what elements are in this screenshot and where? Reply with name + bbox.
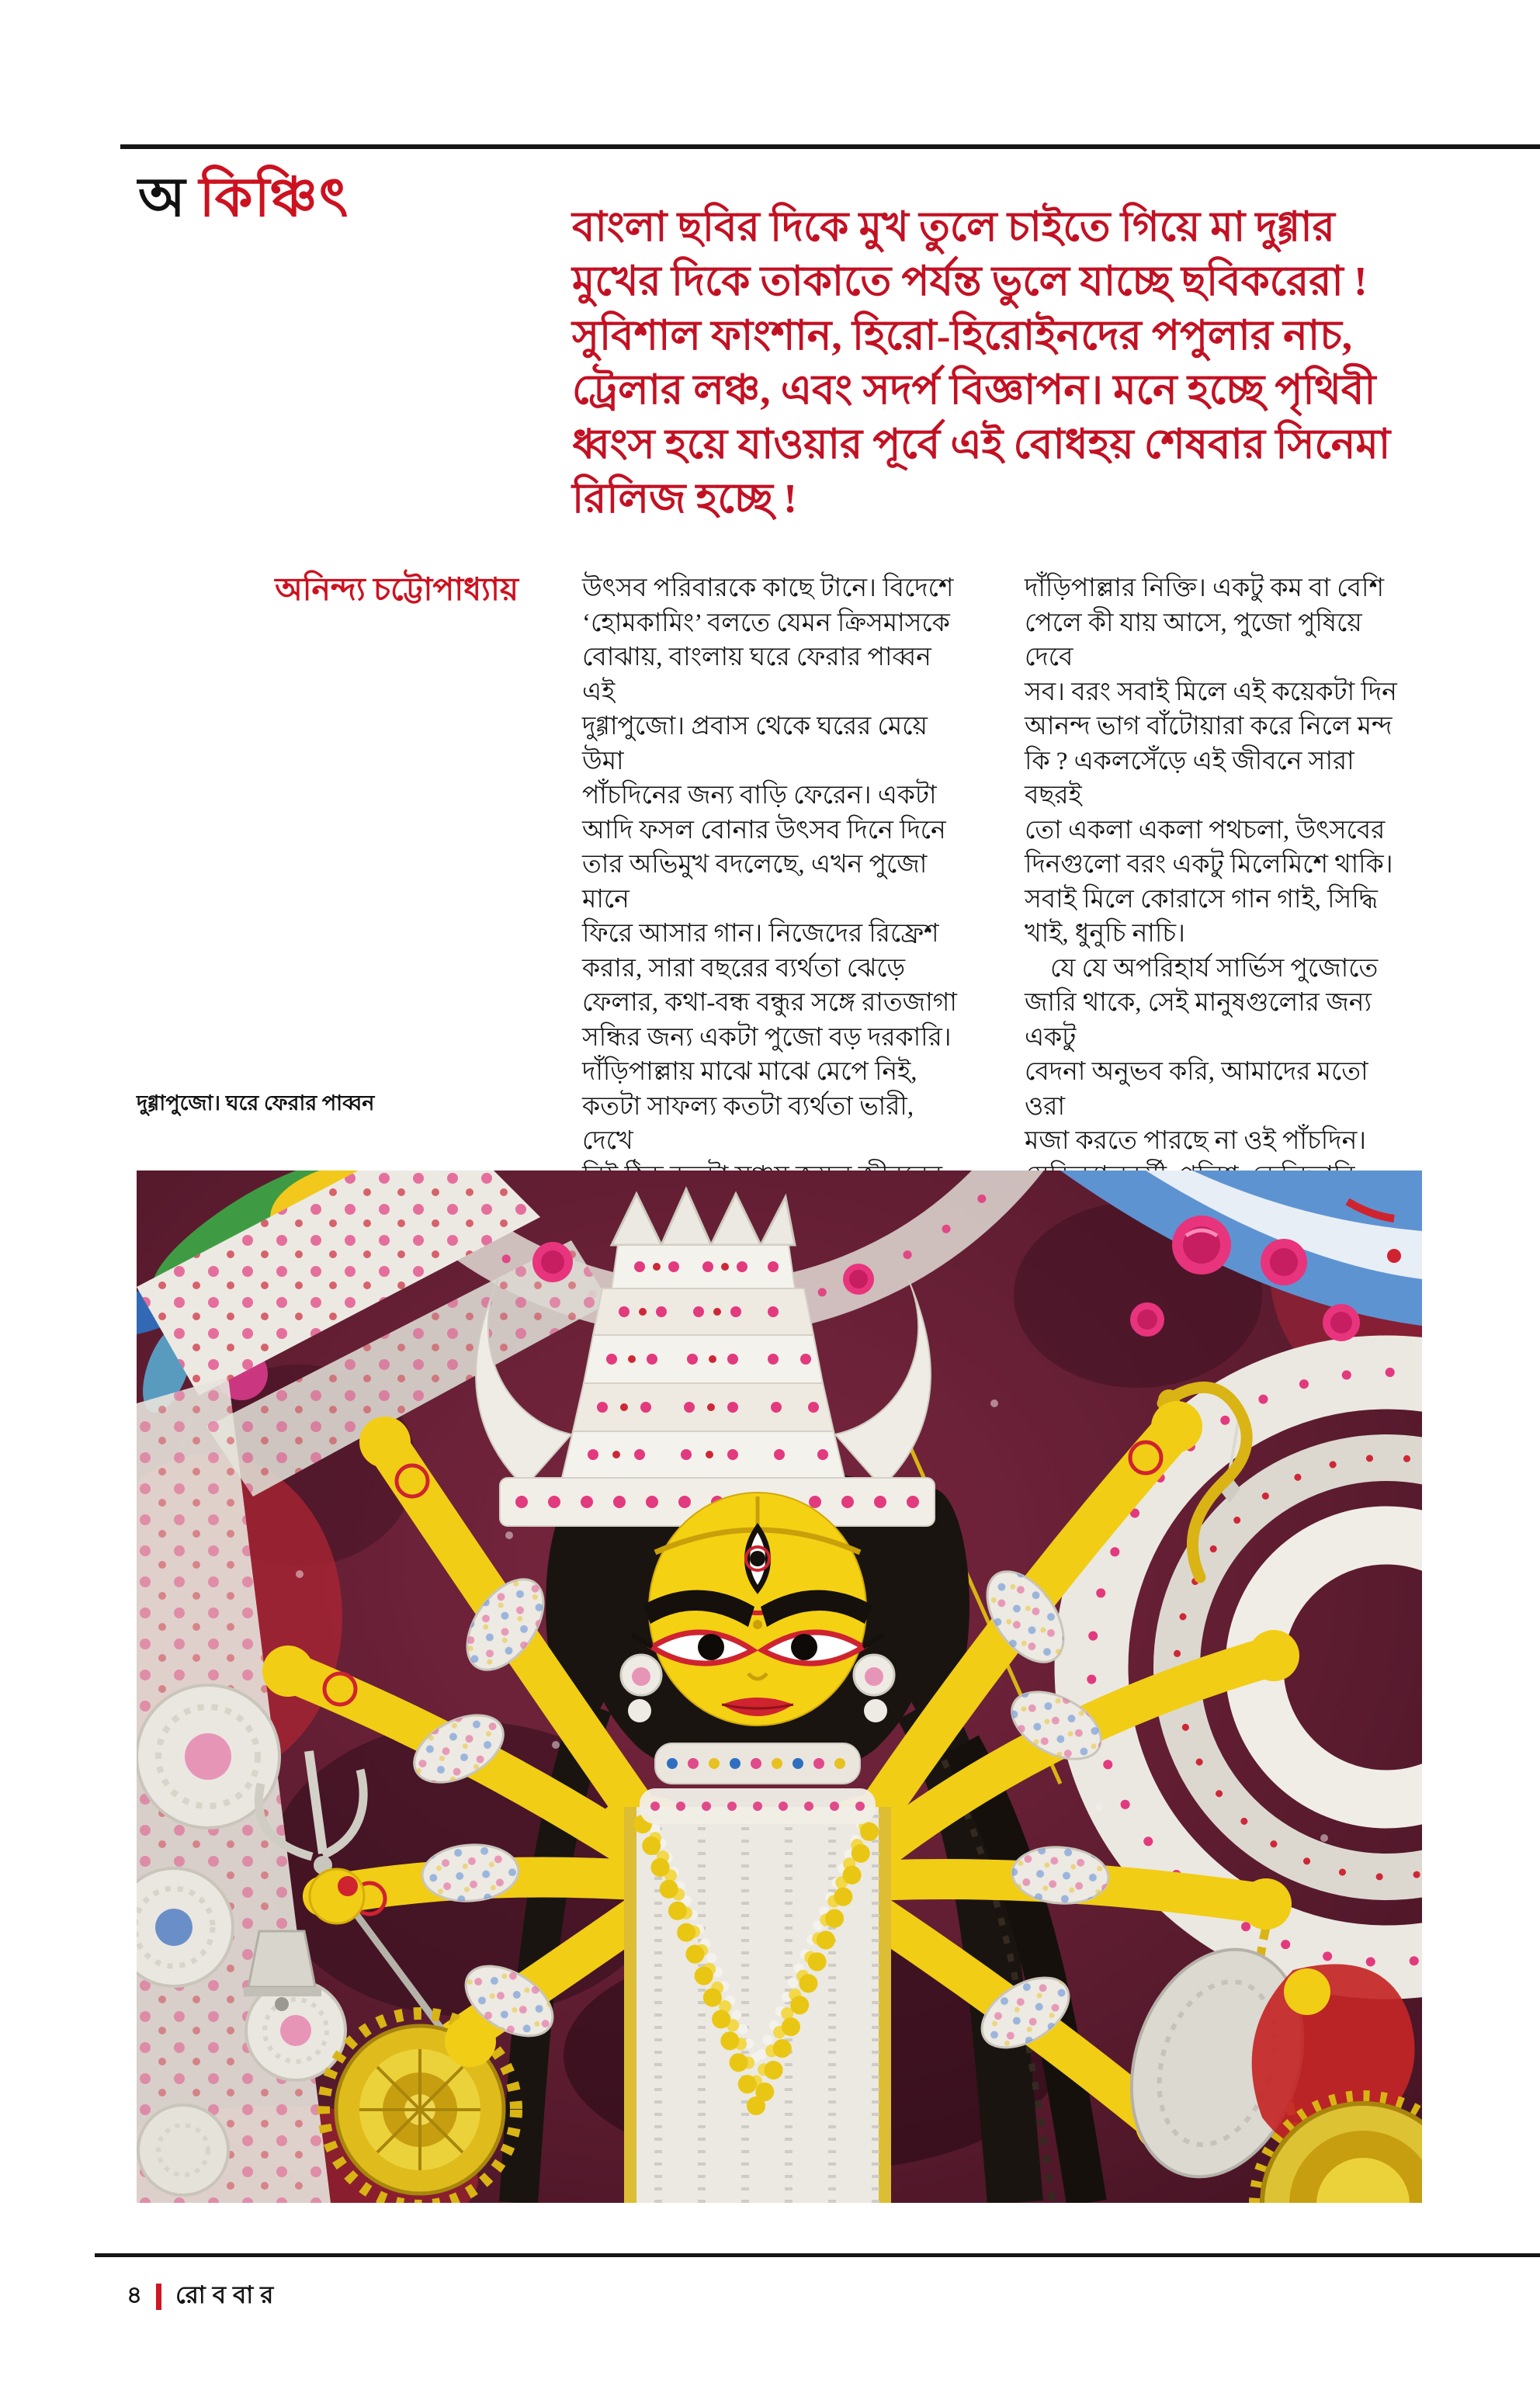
- text-line: আনন্দ ভাগ বাঁটোয়ারা করে নিলে মন্দ: [1025, 713, 1393, 740]
- text-line: দিনগুলো বরং একটু মিলেমিশে থাকি।: [1025, 851, 1393, 879]
- author-byline: অনিন্দ্য চট্টোপাধ্যায়: [275, 571, 519, 607]
- photo-caption: দুগ্গাপুজো। ঘরে ফেরার পাব্বন: [137, 1091, 375, 1115]
- text-line: মজা করতে পারছে না ওই পাঁচদিন।: [1025, 1127, 1367, 1155]
- publication-name: রোববার: [175, 2281, 281, 2308]
- page-footer: [127, 2277, 280, 2317]
- text-line: আদি ফসল বোনার উৎসব দিনে দিনে: [582, 816, 946, 844]
- text-line: খাই, ধুনুচি নাচি।: [1025, 920, 1185, 948]
- standfirst-headline: [572, 200, 1395, 526]
- text-line: ট্রেলার লঞ্চ, এবং সদর্প বিজ্ঞাপন। মনে হচ্ছে পৃথিবী: [572, 368, 1376, 413]
- durga-idol-illustration: [137, 1170, 1422, 2203]
- text-line: তার অভিমুখ বদলেছে, এখন পুজো মানে: [582, 851, 928, 914]
- text-line: সুবিশাল ফাংশান, হিরো-হিরোইনদের পপুলার নাচ,: [572, 314, 1353, 359]
- footer-divider: [156, 2284, 161, 2310]
- text-line: ফেলার, কথা-বন্ধ বন্ধুর সঙ্গে রাতজাগা: [582, 989, 957, 1017]
- text-line: পেলে কী যায় আসে, পুজো পুষিয়ে দেবে: [1025, 609, 1362, 671]
- text-line: দুগ্গাপুজো। প্রবাস থেকে ঘরের মেয়ে উমা: [582, 713, 928, 775]
- text-line: তো একলা একলা পথচলা, উৎসবের: [1025, 816, 1386, 844]
- footer-rule: [95, 2253, 1540, 2257]
- text-line: বোঝায়, বাংলায় ঘরে ফেরার পাব্বন এই: [582, 643, 931, 706]
- text-line: যে যে অপরিহার্য সার্ভিস পুজোতে: [1025, 954, 1379, 983]
- text-line: ‘হোমকামিং’ বলতে যেমন ক্রিসমাসকে: [582, 609, 950, 637]
- pink-rose: [1323, 1304, 1360, 1341]
- text-line: কি ? একলসেঁড়ে এই জীবনে সারা বছরই: [1025, 747, 1354, 810]
- page-number: ৪: [127, 2281, 143, 2308]
- text-line: মুখের দিকে তাকাতে পর্যন্ত ভুলে যাচ্ছে ছবিকরেরা !: [572, 259, 1368, 304]
- masthead-prefix: অ: [138, 168, 187, 228]
- text-line: করার, সারা বছরের ব্যর্থতা ঝেড়ে: [582, 954, 906, 983]
- text-line: সন্ধির জন্য একটা পুজো বড় দরকারি।: [582, 1023, 952, 1052]
- text-line: ফিরে আসার গান। নিজেদের রিফ্রেশ: [582, 920, 939, 948]
- text-line: দাঁড়িপাল্লায় মাঝে মাঝে মেপে নিই,: [582, 1058, 917, 1086]
- text-line: ধ্বংস হয়ে যাওয়ার পূর্বে এই বোধহয় শেষবার সিনেমা: [572, 422, 1391, 467]
- text-line: সব। বরং সবাই মিলে এই কয়েকটা দিন: [1025, 678, 1397, 706]
- pink-rose: [1172, 1216, 1231, 1275]
- text-line: বেদনা অনুভব করি, আমাদের মতো ওরা: [1025, 1058, 1368, 1121]
- article-column-1: [582, 571, 964, 1262]
- pink-rose: [532, 1242, 573, 1282]
- pink-rose: [1130, 1302, 1164, 1337]
- pink-rose: [843, 1264, 874, 1295]
- text-line: জারি থাকে, সেই মানুষগুলোর জন্য একটু: [1025, 989, 1372, 1052]
- silver-rosette: [138, 2105, 228, 2195]
- durga-idol-photo: [137, 1170, 1422, 2203]
- torso-and-garlands: [624, 1743, 891, 2203]
- text-line: রিলিজ হচ্ছে !: [572, 477, 797, 522]
- text-line: পাঁচদিনের জন্য বাড়ি ফেরেন। একটা: [582, 782, 937, 810]
- text-line: দাঁড়িপাল্লার নিক্তি। একটু কম বা বেশি: [1025, 574, 1384, 602]
- text-line: বাংলা ছবির দিকে মুখ তুলে চাইতে গিয়ে মা দুগ্গার: [572, 205, 1335, 250]
- pink-rose: [1261, 1239, 1307, 1285]
- text-line: সবাই মিলে কোরাসে গান গাই, সিদ্ধি: [1025, 885, 1378, 914]
- top-rule: [120, 144, 1540, 149]
- text-line: কতটা সাফল্য কতটা ব্যর্থতা ভারী, দেখে: [582, 1092, 914, 1155]
- section-masthead: [138, 155, 349, 246]
- text-line: উৎসব পরিবারকে কাছে টানে। বিদেশে: [582, 574, 954, 602]
- masthead-title: কিঞ্চিৎ: [199, 168, 350, 228]
